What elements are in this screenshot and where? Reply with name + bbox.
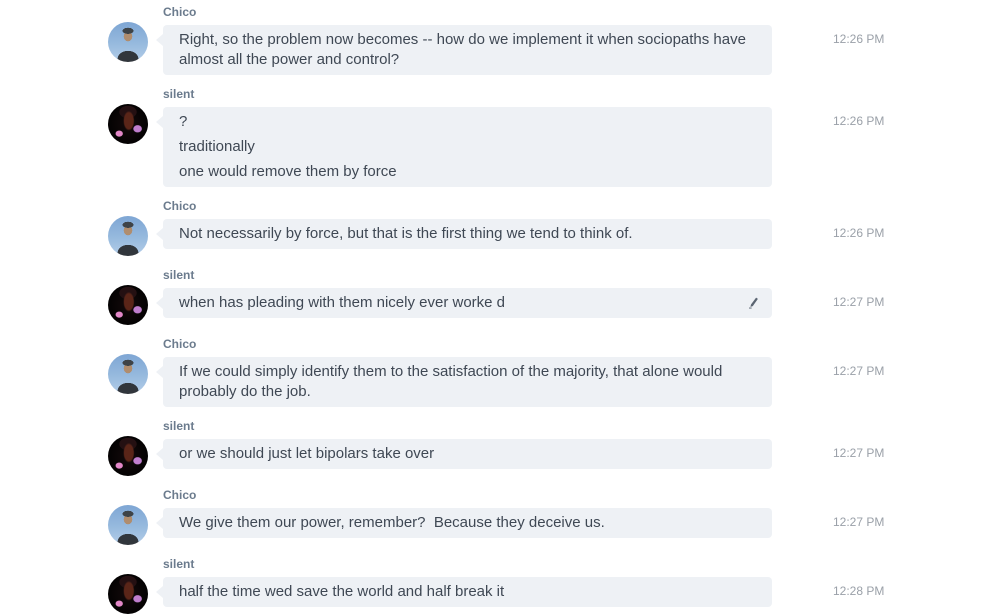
message-content xyxy=(163,199,772,249)
message-text: one would remove them by force xyxy=(179,163,397,180)
timestamp: 12:28 PM xyxy=(833,584,885,598)
timestamp: 12:27 PM xyxy=(833,446,885,460)
timestamp: 12:26 PM xyxy=(833,32,885,46)
timestamp: 12:27 PM xyxy=(833,364,885,378)
message-group xyxy=(108,268,984,325)
message-bubble[interactable] xyxy=(163,439,772,469)
edited-pencil-icon xyxy=(747,297,760,310)
message-bubble[interactable] xyxy=(163,577,772,607)
message-group xyxy=(108,337,984,407)
silent-avatar[interactable] xyxy=(108,104,148,144)
author-name[interactable]: Chico xyxy=(163,199,197,213)
chico-avatar[interactable] xyxy=(108,22,148,62)
chico-avatar[interactable] xyxy=(108,216,148,256)
timestamp: 12:27 PM xyxy=(833,515,885,529)
message-text: We give them our power, remember? Because they deceive us. xyxy=(179,514,605,531)
message-bubble[interactable] xyxy=(163,508,772,538)
author-name[interactable]: silent xyxy=(163,87,195,101)
silent-avatar[interactable] xyxy=(108,436,148,476)
message-content xyxy=(163,488,772,538)
message-bubble[interactable] xyxy=(163,219,772,249)
silent-avatar[interactable] xyxy=(108,285,148,325)
message-text: or we should just let bipolars take over xyxy=(179,445,435,462)
author-name[interactable]: Chico xyxy=(163,488,197,502)
message-group xyxy=(108,5,984,75)
message-text: when has pleading with them nicely ever worke d xyxy=(179,294,506,311)
message-bubble[interactable] xyxy=(163,25,772,75)
message-content xyxy=(163,87,772,187)
author-name[interactable]: silent xyxy=(163,419,195,433)
message-bubble[interactable] xyxy=(163,288,772,318)
message-text: ? xyxy=(179,113,188,130)
chico-avatar[interactable] xyxy=(108,354,148,394)
message-bubble[interactable] xyxy=(163,357,772,407)
author-name[interactable]: Chico xyxy=(163,337,197,351)
timestamp: 12:27 PM xyxy=(833,295,885,309)
message-content xyxy=(163,419,772,469)
author-name[interactable]: Chico xyxy=(163,5,197,19)
timestamp: 12:26 PM xyxy=(833,114,885,128)
silent-avatar[interactable] xyxy=(108,574,148,614)
author-name[interactable]: silent xyxy=(163,557,195,571)
message-text: Right, so the problem now becomes -- how do we implement it when sociopaths have almost all the power and control? xyxy=(179,31,751,68)
author-name[interactable]: silent xyxy=(163,268,195,282)
message-text: traditionally xyxy=(179,138,255,155)
message-content xyxy=(163,337,772,407)
message-group xyxy=(108,199,984,256)
message-content xyxy=(163,5,772,75)
message-text: If we could simply identify them to the satisfaction of the majority, that alone would probably do the job. xyxy=(179,363,727,400)
message-group xyxy=(108,557,984,614)
message-content xyxy=(163,268,772,318)
message-text: Not necessarily by force, but that is the first thing we tend to think of. xyxy=(179,225,633,242)
chico-avatar[interactable] xyxy=(108,505,148,545)
message-text: half the time wed save the world and half break it xyxy=(179,583,505,600)
message-content xyxy=(163,557,772,607)
message-group xyxy=(108,419,984,476)
timestamp: 12:26 PM xyxy=(833,226,885,240)
message-group xyxy=(108,488,984,545)
message-group xyxy=(108,87,984,187)
message-bubble[interactable] xyxy=(163,107,772,187)
